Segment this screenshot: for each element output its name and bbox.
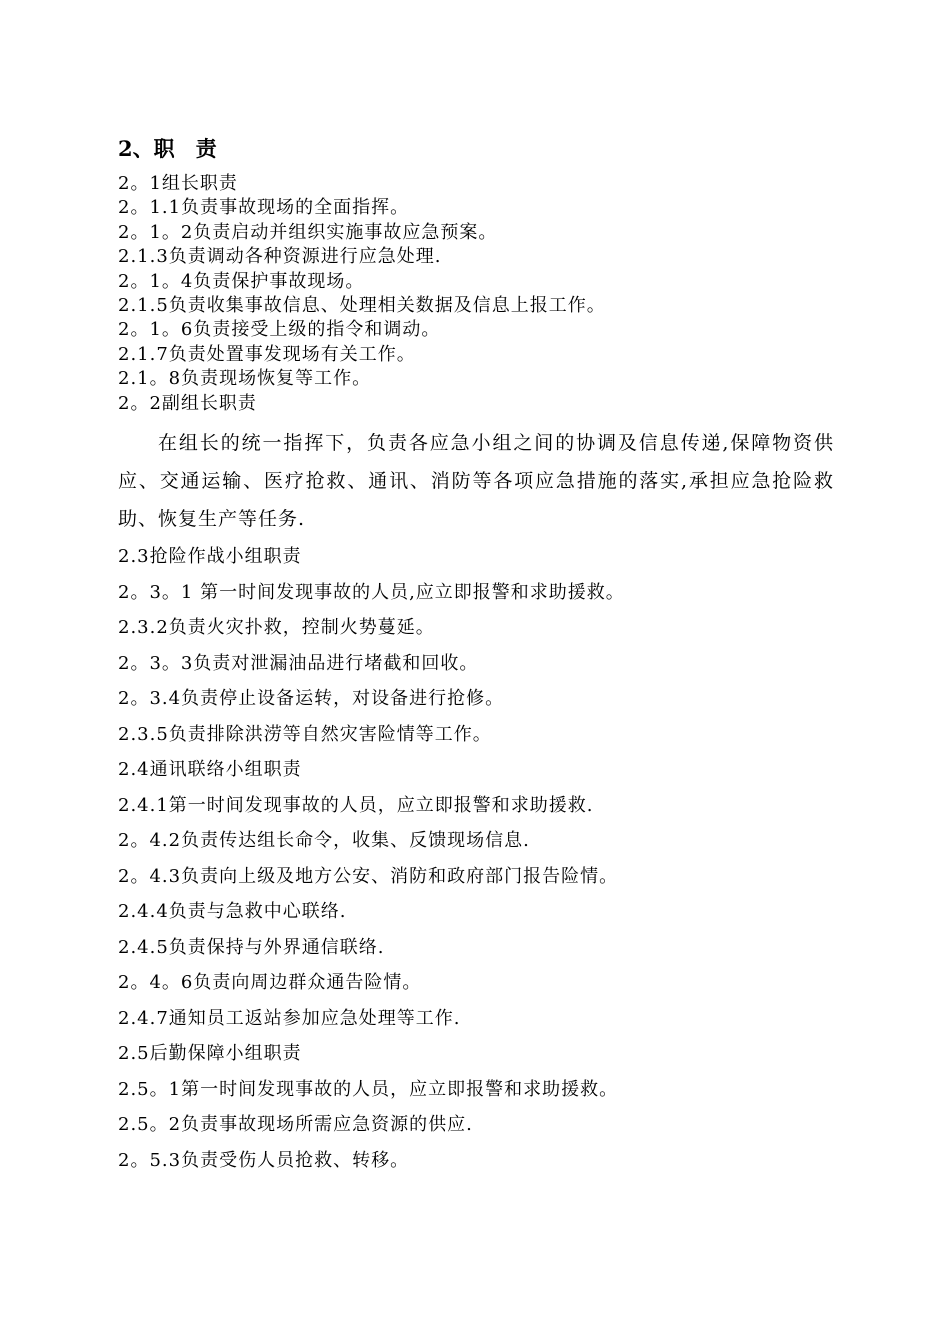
duty-line: 2。4.3负责向上级及地方公安、消防和政府部门报告险情。 bbox=[118, 865, 619, 887]
duty-line: 2.4.5负责保持与外界通信联络. bbox=[118, 936, 385, 958]
duty-line: 2.3抢险作战小组职责 bbox=[118, 546, 302, 567]
duty-line: 2.4通讯联络小组职责 bbox=[118, 759, 302, 780]
duty-line: 2.5。2负责事故现场所需应急资源的供应. bbox=[118, 1114, 473, 1135]
duty-line: 2.1.5负责收集事故信息、处理相关数据及信息上报工作。 bbox=[118, 294, 606, 316]
duty-line: 2。1.1负责事故现场的全面指挥。 bbox=[118, 197, 410, 219]
deputy-leader-paragraph: 在组长的统一指挥下，负责各应急小组之间的协调及信息传递,保障物资供应、交通运输、医疗抢救、通讯、消防等各项应急措施的落实,承担应急抢险救助、恢复生产等任务. bbox=[118, 432, 834, 530]
duty-line: 2.3.5负责排除洪涝等自然灾害险情等工作。 bbox=[118, 723, 492, 745]
duty-line: 2.4.4负责与急救中心联络. bbox=[118, 901, 347, 922]
leader-duties-list bbox=[118, 172, 838, 416]
duty-line: 2.5后勤保障小组职责 bbox=[118, 1043, 302, 1064]
duty-line: 2。3。3负责对泄漏油品进行堵截和回收。 bbox=[118, 652, 479, 674]
duty-line: 2.5。1第一时间发现事故的人员，应立即报警和求助援救。 bbox=[118, 1078, 619, 1100]
duty-line: 2.1。8负责现场恢复等工作。 bbox=[118, 368, 372, 390]
duty-line: 2。4。6负责向周边群众通告险情。 bbox=[118, 972, 422, 993]
duty-line: 2。1组长职责 bbox=[118, 173, 238, 194]
duty-line: 2.4.7通知员工返站参加应急处理等工作. bbox=[118, 1007, 461, 1029]
duty-line: 2。2副组长职责 bbox=[118, 392, 257, 414]
duty-line: 2。3。1 第一时间发现事故的人员,应立即报警和求助援救。 bbox=[118, 581, 625, 603]
duty-line: 2。5.3负责受伤人员抢救、转移。 bbox=[118, 1149, 410, 1171]
duty-line: 2。3.4负责停止设备运转，对设备进行抢修。 bbox=[118, 688, 505, 709]
duty-line: 2。1。4负责保护事故现场。 bbox=[118, 270, 365, 292]
duty-line: 2。1。6负责接受上级的指令和调动。 bbox=[118, 319, 441, 341]
section-heading: 2、职 责 bbox=[118, 136, 217, 161]
team-duties-list bbox=[118, 539, 838, 1178]
duty-line: 2。1。2负责启动并组织实施事故应急预案。 bbox=[118, 221, 498, 243]
duty-line: 2.4.1第一时间发现事故的人员，应立即报警和求助援救. bbox=[118, 794, 594, 816]
duty-line: 2.1.3负责调动各种资源进行应急处理. bbox=[118, 246, 442, 268]
duty-line: 2.3.2负责火灾扑救，控制火势蔓延。 bbox=[118, 617, 435, 638]
duty-line: 2.1.7负责处置事发现场有关工作。 bbox=[118, 343, 416, 365]
duty-line: 2。4.2负责传达组长命令，收集、反馈现场信息. bbox=[118, 830, 530, 851]
